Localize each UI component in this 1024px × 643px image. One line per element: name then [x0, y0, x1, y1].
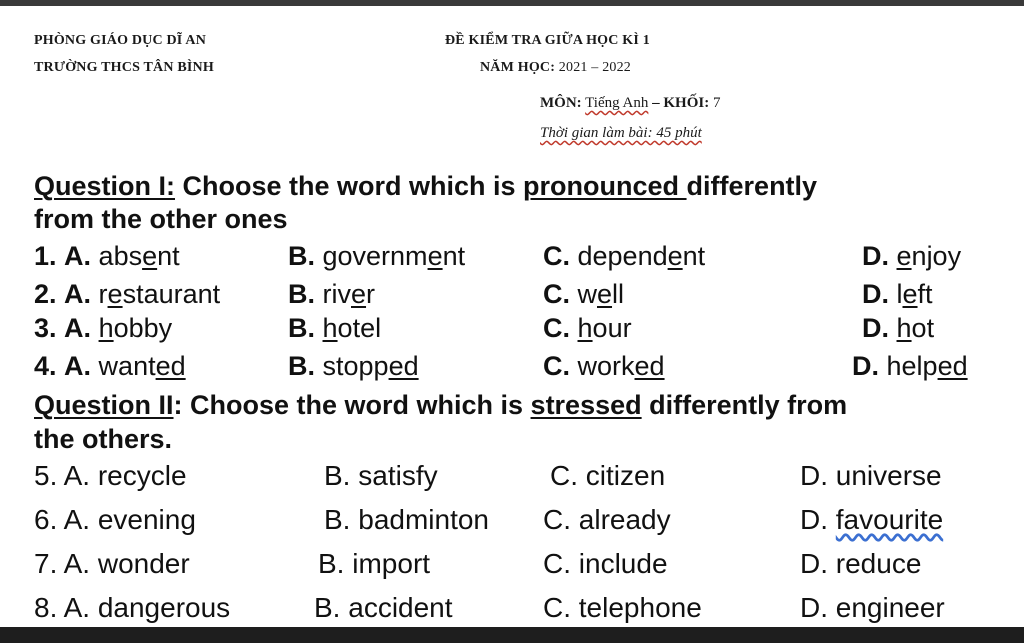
bottom-edge-bar — [0, 627, 1024, 643]
exam-title: ĐỀ KIỂM TRA GIỮA HỌC KÌ 1 — [445, 33, 650, 48]
q2-item8-option-d: D. engineer — [800, 592, 945, 623]
q2-item6-option-b: B. badminton — [324, 504, 490, 535]
q2-item7-option-a: 7. A. wonder — [34, 548, 190, 579]
q2-item7-option-d: D. reduce — [800, 548, 922, 579]
department-name: PHÒNG GIÁO DỤC DĨ AN — [34, 33, 207, 48]
question1-title — [34, 170, 1004, 202]
q2-item5-option-d: D. universe — [800, 460, 942, 491]
time-text: Thời gian làm bài: 45 phút — [540, 125, 702, 141]
question2-title-part-b: differently from — [641, 390, 848, 420]
q1-item4-option-c: C. worked — [543, 351, 665, 381]
spellcheck-underlined-word: favourite — [835, 504, 944, 535]
q2-item6-option-a: 6. A. evening — [34, 504, 196, 535]
question1-title-line2: from the other ones — [34, 204, 288, 234]
question1-title-part-b: differently — [686, 171, 818, 201]
q1-item2-option-c: C. well — [543, 279, 625, 309]
q1-item1-option-a: 1. A. absent — [34, 241, 180, 271]
question1-title-part-a: Choose the word which is — [175, 171, 524, 201]
q1-item2-option-d: D. left — [862, 279, 933, 309]
q2-item7-option-c: C. include — [543, 548, 668, 579]
time-limit — [540, 125, 702, 142]
question2-title-line2: the others. — [34, 424, 173, 454]
q2-item8-option-c: C. telephone — [543, 592, 702, 623]
grade-label: – KHỐI: — [652, 95, 710, 111]
q1-item1-option-d: D. enjoy — [862, 241, 962, 271]
subject-value: Tiếng Anh — [585, 95, 649, 111]
q1-item4-option-b: B. stopped — [288, 351, 419, 381]
question2-title-part-a: : Choose the word which is — [173, 390, 531, 420]
q2-item8-option-b: B. accident — [314, 592, 453, 623]
q2-item6-option-c: C. already — [543, 504, 671, 535]
q1-item3-option-c: C. hour — [543, 313, 632, 343]
school-year — [480, 60, 631, 76]
q1-item3-option-d: D. hot — [862, 313, 935, 343]
subject-line — [540, 95, 720, 112]
question1-title-underlined: pronounced — [523, 171, 687, 201]
year-value: 2021 – 2022 — [558, 60, 631, 75]
grade-value: 7 — [712, 95, 721, 111]
q1-item3-option-a: 3. A. hobby — [34, 313, 173, 343]
question2-title — [34, 389, 1004, 421]
subject-label: MÔN: — [540, 95, 582, 111]
q2-item7-option-b: B. import — [318, 548, 431, 579]
year-label: NĂM HỌC: — [480, 60, 556, 75]
q2-item6-option-d: D. favourite — [800, 504, 944, 535]
q2-item5-option-a: 5. A. recycle — [34, 460, 187, 491]
q2-item8-option-a: 8. A. dangerous — [34, 592, 231, 623]
q1-item4-option-d: D. helped — [852, 351, 968, 381]
q1-item1-option-c: C. dependent — [543, 241, 706, 271]
q1-item2-option-a: 2. A. restaurant — [34, 279, 221, 309]
question2-label: Question II — [34, 390, 174, 420]
question2-title-underlined: stressed — [530, 390, 642, 420]
q1-item2-option-b: B. river — [288, 279, 376, 309]
q2-item5-option-b: B. satisfy — [324, 460, 438, 491]
top-edge-bar — [0, 0, 1024, 6]
q1-item3-option-b: B. hotel — [288, 313, 382, 343]
question1-label: Question I: — [34, 171, 175, 201]
q2-item5-option-c: C. citizen — [550, 460, 666, 491]
school-name: TRƯỜNG THCS TÂN BÌNH — [34, 60, 214, 75]
q1-item4-option-a: 4. A. wanted — [34, 351, 186, 381]
q1-item1-option-b: B. government — [288, 241, 466, 271]
